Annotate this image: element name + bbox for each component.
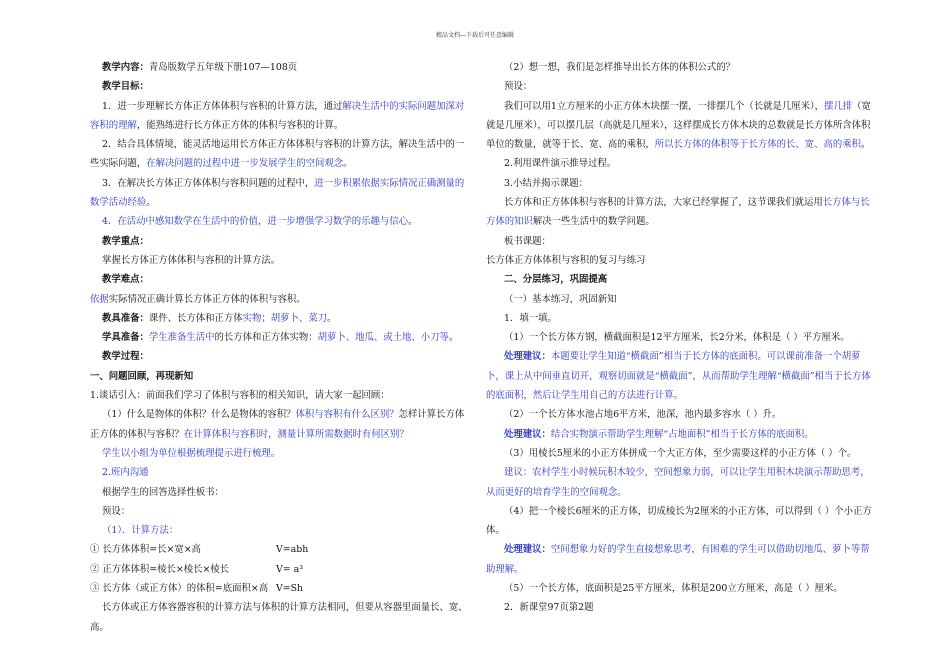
- suggestion-2: 处理建议：结合实物演示帮助学生理解“占地面积”相当于长方体的底面积。: [504, 428, 814, 440]
- step-1: 1.谈话引入：前面我们学习了体积与容积的相关知识，请大家一起回顾：: [90, 390, 390, 402]
- goal-4: 4．在活动中感知数学在生活中的价值，进一步增强学习数学的乐趣与信心。: [102, 216, 418, 228]
- board-note: 根据学生的回答选择性板书：: [102, 486, 224, 498]
- goals-title: 教学目标：: [102, 81, 149, 93]
- board-title: 板书课题：: [504, 235, 551, 247]
- topic-paragraph: 长方体和正方体体积与容积的计算方法，大家已经掌握了，这节课我们就运用长方体与长方体的知识解决一些生活中的数学问题。: [486, 197, 870, 228]
- process-title: 教学过程：: [102, 351, 149, 363]
- goal-2: 2．结合具体情境，能灵活地运用长方体正方体体积与容积的计算方法，解决生活中的一些实际问题，在解决问题的过程中进一步发展学生的空间观念。: [90, 139, 465, 170]
- subsection-1: （一）基本练习，巩固新知: [504, 293, 617, 305]
- right-column: [486, 58, 878, 618]
- difficulty-title: 教学难点：: [102, 274, 149, 286]
- board-text: 长方体正方体体积与容积的复习与练习: [486, 254, 646, 266]
- preset-label-2: 预设：: [504, 81, 533, 93]
- formula-cuboid: ① 长方体体积=长×宽×高 V=abh: [90, 544, 309, 556]
- suggestion-1: 处理建议：本题要让学生知道“横截面”相当于长方体的底面积。可以课前准备一个胡萝卜，课上从中间垂直切开，观察切面就是“横截面”，从而帮助学生理解“横截面”相当于长方体的底面积，然后让学生用自己的方法进行计算。: [486, 351, 871, 402]
- question-2: （2）想一想，我们是怎样推导出长方体的体积公式的？: [504, 62, 735, 73]
- exercise-5: （5）一个长方体，底面积是25平方厘米，体积是200立方厘米，高是（ ）厘米。: [504, 583, 843, 595]
- step-3-summary: 3.小结并揭示课题：: [504, 177, 588, 189]
- key-text: 掌握长方体正方体体积与容积的计算方法。: [102, 254, 281, 266]
- step-2-demo: 2.利用课件演示推导过程。: [504, 158, 617, 170]
- question-1: （1）什么是物体的体积？什么是物体的容积？体积与容积有什么区别？怎样计算长方体正方体的体积与容积？在计算体积与容积时，测量计算所需数据时有何区别？: [90, 409, 465, 440]
- section-2-title: 二、分层练习，巩固提高: [504, 274, 608, 286]
- exercise-6: 2．新课堂97页第2题: [504, 602, 594, 614]
- key-title: 教学重点：: [102, 235, 149, 247]
- left-column: [90, 58, 468, 637]
- suggestion-4: 处理建议：空间想象力好的学生直接想象思考，有困难的学生可以借助切地瓜、萝卜等帮助理解。: [486, 544, 870, 575]
- teaching-tools: 教具准备：课件、长方体和正方体实物；胡萝卜、菜刀。: [102, 312, 337, 324]
- teaching-content: 教学内容：青岛版数学五年级下册107—108页: [102, 62, 298, 73]
- difficulty-text: 依据实际情况正确计算长方体正方体的体积与容积。: [90, 293, 306, 305]
- student-tools: 学具准备：学生准备生活中的长方体和正方体实物：胡萝卜、地瓜、或土地、小刀等。: [102, 332, 459, 344]
- preset-label: 预设：: [102, 505, 131, 517]
- section-1-title: 一、问题回顾，再现新知: [90, 370, 194, 382]
- derivation-paragraph: 我们可以用1立方厘米的小正方体木块摆一摆，一排摆几个（长就是几厘米），摆几排（宽就是几厘米），可以摆几层（高就是几厘米），这样摆成长方体木块的总数就是长方体所含体积单位的数量，就等于长、宽、高的乘积，所以长方体的体积等于长方体的长、宽、高的乘积。: [486, 100, 871, 151]
- group-activity: 学生以小组为单位根据梳理提示进行梳理。: [102, 447, 281, 459]
- formula-base-area: ③ 长方体（或正方体）的体积=底面积×高 V=Sh: [90, 583, 304, 595]
- step-2: 2.班内沟通: [102, 467, 149, 479]
- suggestion-3: 建议：农村学生小时候玩积木较少，空间想象力弱，可以让学生用积木块演示帮助思考，从而更好的培育学生的空间观念。: [486, 467, 870, 498]
- goal-3: 3．在解决长方体正方体体积与容积问题的过程中，进一步积累依据实际情况正确测量的数学活动经验。: [90, 177, 465, 209]
- goal-1: 1．进一步理解长方体正方体体积与容积的计算方法，通过解决生活中的实际问题加深对容积的理解，能熟练进行长方体正方体的体积与容积的计算。: [90, 100, 465, 131]
- fill-in-title: 1．填一填。: [504, 312, 557, 324]
- page-header: 精品文档---下载后可任意编辑: [435, 32, 515, 39]
- conclusion: 长方体或正方体容器容积的计算方法与体积的计算方法相同，但要从容器里面量长、宽、高。: [90, 602, 468, 633]
- exercise-4: （4）把一个棱长6厘米的正方体，切成棱长为2厘米的小正方体，可以得到（ ）个小正方体。: [486, 505, 872, 537]
- exercise-1: （1）一个长方体方钢，横截面积是12平方厘米，长2分米，体积是（ ）平方厘米。: [504, 332, 850, 344]
- exercise-3: （3）用棱长5厘米的小正方体拼成一个大正方体，至少需要这样的小正方体（ ）个。: [504, 447, 857, 459]
- calc-method: （1）．计算方法：: [102, 525, 179, 537]
- exercise-2: （2）一个长方体水池占地6平方米，池深，池内最多容水（ ）升。: [504, 409, 782, 421]
- formula-cube: ② 正方体体积=棱长×棱长×棱长 V= a³: [90, 563, 303, 575]
